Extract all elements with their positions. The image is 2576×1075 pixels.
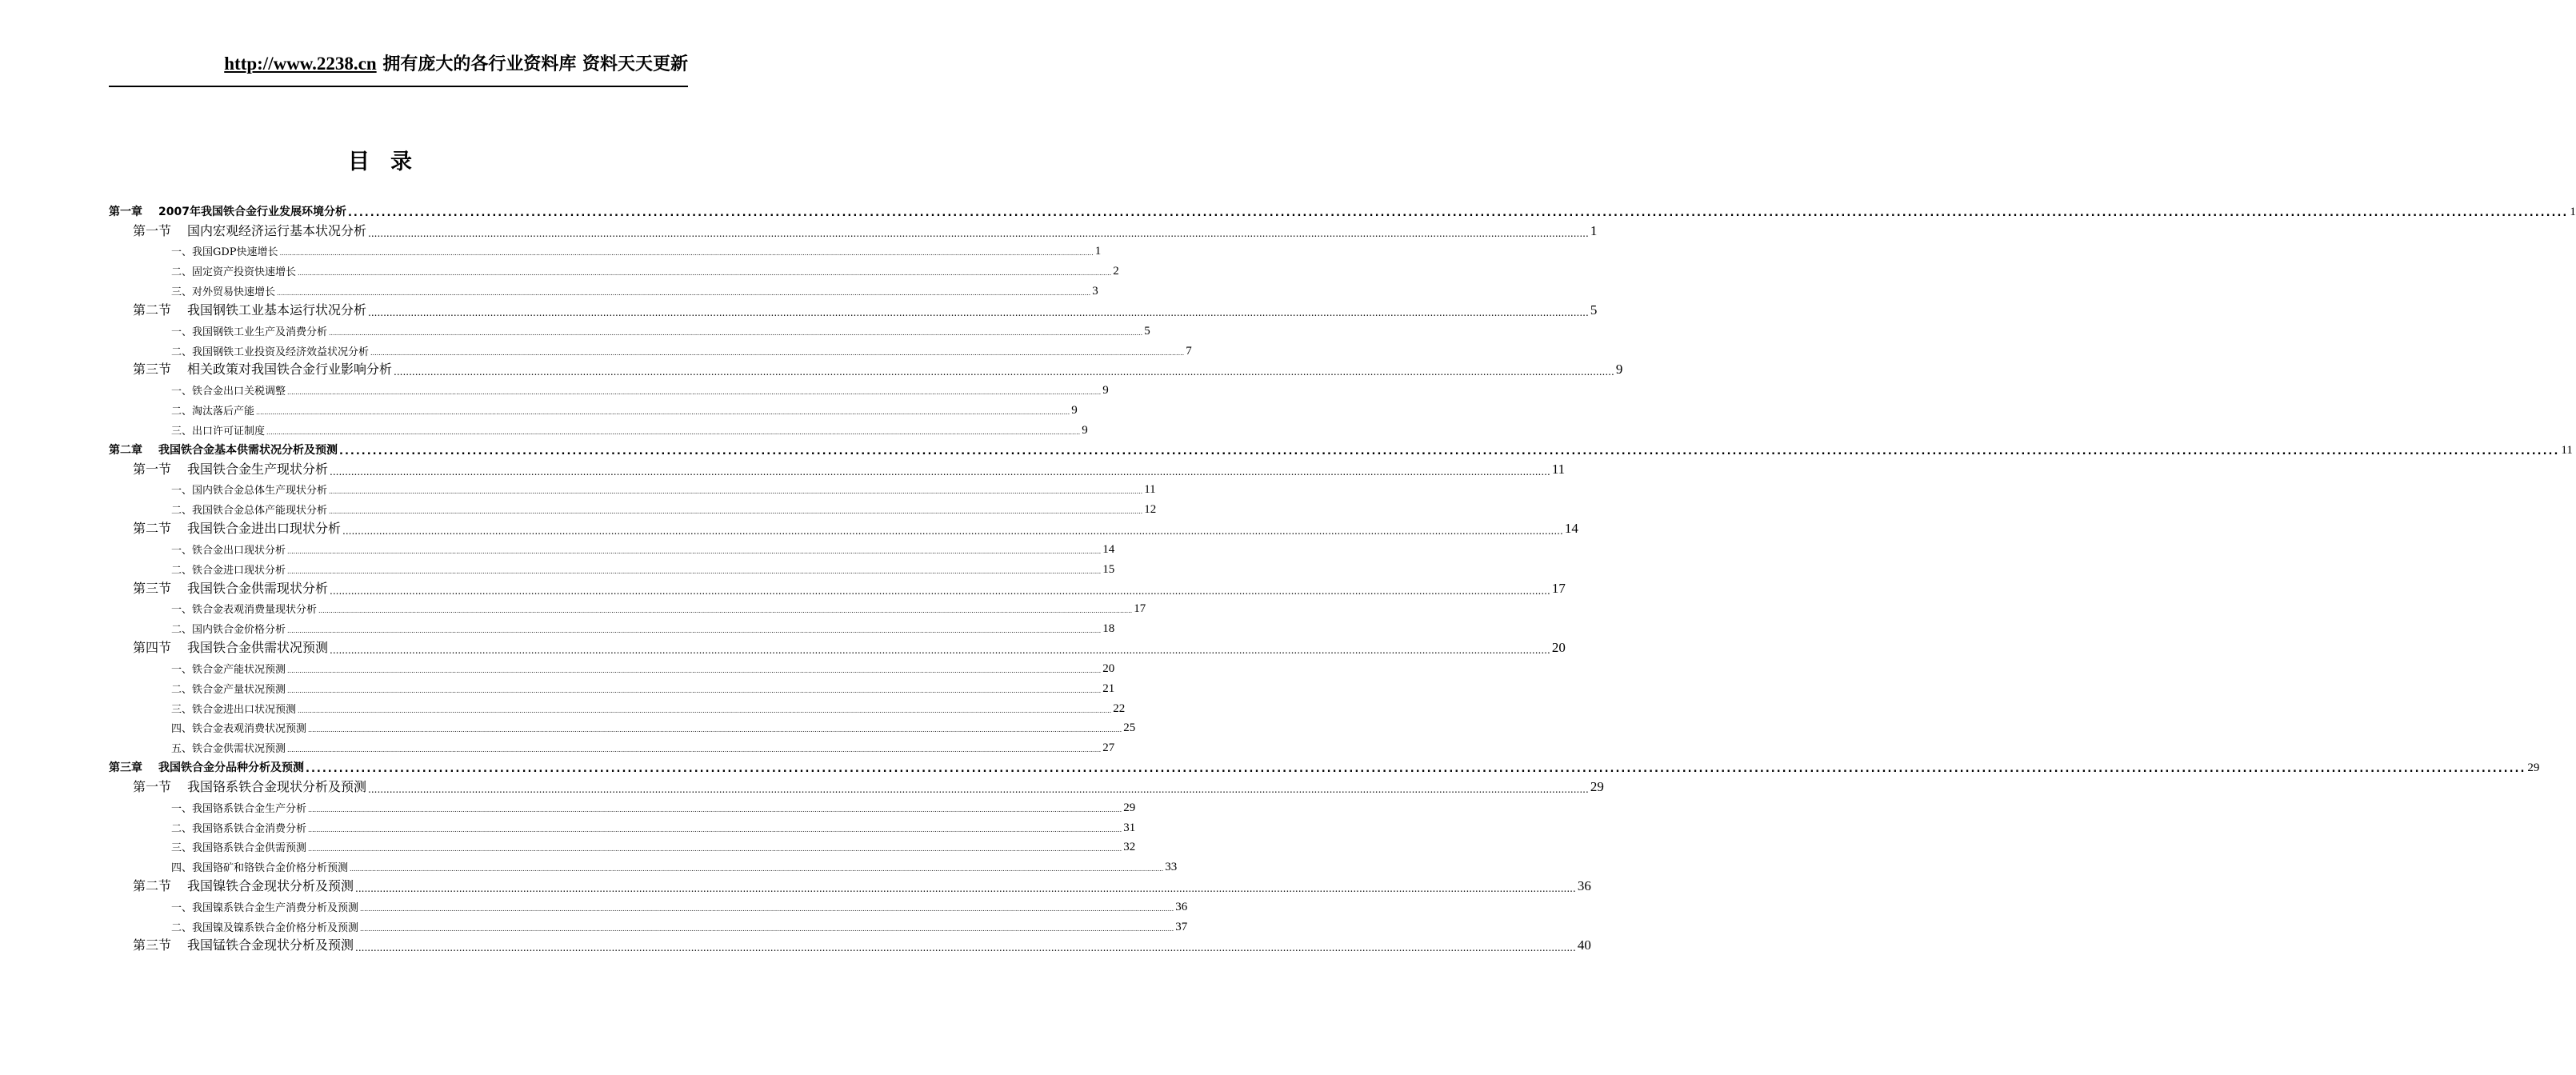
toc-entry-text: 一、铁合金出口现状分析 — [171, 544, 286, 557]
toc-entry-label — [133, 876, 354, 894]
toc-entry-number: 第二节 — [133, 302, 172, 318]
toc-entry-label — [171, 502, 327, 517]
toc-entry-label — [171, 243, 278, 258]
toc-entry-label — [133, 637, 328, 656]
toc-entry-label — [171, 541, 286, 557]
toc-entry-item[interactable] — [109, 795, 1136, 815]
toc-page-number: 1 — [2570, 205, 2576, 218]
toc-entry-text: 一、我国钢铁工业生产及消费分析 — [171, 326, 328, 338]
toc-entry-text: 国内宏观经济运行基本状况分析 — [187, 222, 367, 238]
toc-entry-number: 第三节 — [133, 937, 172, 953]
toc-dot-leader: ................................................................................................................................................................................................................................................................................................................................................................................................................ — [368, 306, 1589, 318]
toc-page-number: 32 — [1123, 841, 1136, 854]
toc-entry-text: 我国铬系铁合金现状分析及预测 — [187, 778, 367, 794]
toc-entry-label — [171, 899, 358, 914]
toc-entry-number: 第三节 — [133, 580, 172, 596]
toc-entry-label — [171, 561, 286, 577]
toc-entry-label — [171, 681, 286, 696]
toc-entry-text: 我国铁合金基本供需状况分析及预测 — [158, 443, 338, 457]
toc-entry-label — [171, 482, 327, 497]
toc-page-number: 1 — [1094, 245, 1102, 258]
toc-page-number: 21 — [1102, 681, 1115, 695]
toc-entry-section[interactable] — [109, 577, 1566, 597]
toc-dot-leader: ................................................................................................................................................................................................................................................................................................................................................................................................................ — [368, 227, 1589, 239]
toc-page-number: 36 — [1175, 900, 1188, 913]
toc-page-number: 27 — [1102, 741, 1115, 755]
toc-page-number: 37 — [1175, 920, 1188, 933]
toc-page-number: 33 — [1165, 861, 1178, 874]
toc-dot-leader: ................................................................................................................................................................................................................................................................................................................................................................................................................ — [355, 882, 1576, 894]
toc-page-number: 15 — [1102, 562, 1115, 576]
toc-entry-text: 二、我国铁合金总体产能现状分析 — [171, 505, 328, 518]
toc-page-number: 11 — [1144, 483, 1156, 497]
toc-entry-text: 二、我国铬系铁合金消费分析 — [171, 822, 307, 835]
toc-dot-leader: ................................................................................................................................................................................................................................................................................................................................................................................................................ — [355, 942, 1576, 954]
toc-dot-leader: ................................................................................................................................................................................................................................................................................................................................................................................................................ — [308, 845, 1122, 853]
toc-entry-item[interactable] — [109, 696, 1126, 716]
toc-entry-section[interactable] — [109, 358, 1623, 378]
toc-page-number: 5 — [1590, 302, 1598, 318]
toc-page-number: 14 — [1564, 521, 1578, 537]
toc-entry-item[interactable] — [109, 239, 1102, 259]
toc-page-number: 7 — [1186, 344, 1192, 358]
toc-entry-text: 相关政策对我国铁合金行业影响分析 — [187, 362, 393, 378]
toc-dot-leader: ................................................................................................................................................................................................................................................................................................................................................................................................................ — [266, 428, 1081, 436]
toc-entry-text: 三、我国铬系铁合金供需预测 — [171, 842, 307, 855]
toc-page-number: 40 — [1577, 937, 1591, 953]
toc-entry-label — [171, 701, 296, 716]
toc-entry-label — [133, 300, 366, 318]
toc-entry-text: 我国铁合金供需现状分析 — [187, 580, 329, 596]
toc-dot-leader: ................................................................................................................................................................................................................................................................................................................................................................................................................ — [339, 445, 2560, 458]
toc-entry-item[interactable] — [109, 258, 1119, 279]
toc-entry-label — [171, 859, 348, 874]
toc-entry-item[interactable] — [109, 278, 1098, 299]
toc-entry-chapter[interactable] — [109, 755, 2540, 776]
toc-entry-item[interactable] — [109, 854, 1178, 875]
toc-entry-item[interactable] — [109, 418, 1088, 438]
toc-page-number: 29 — [2527, 761, 2540, 775]
toc-dot-leader: ................................................................................................................................................................................................................................................................................................................................................................................................................ — [256, 409, 1070, 417]
toc-entry-text: 2007年我国铁合金行业发展环境分析 — [158, 205, 346, 218]
toc-entry-text: 一、我国GDP快速增长 — [171, 246, 278, 259]
toc-entry-item[interactable] — [109, 815, 1136, 835]
table-of-contents — [109, 199, 2576, 954]
toc-dot-leader: ................................................................................................................................................................................................................................................................................................................................................................................................................ — [330, 585, 1550, 597]
toc-page-number: 12 — [1144, 503, 1157, 517]
toc-entry-text: 二、我国钢铁工业投资及经济效益状况分析 — [171, 346, 370, 358]
toc-entry-section[interactable] — [109, 636, 1566, 657]
toc-entry-item[interactable] — [109, 616, 1115, 637]
toc-dot-leader: ................................................................................................................................................................................................................................................................................................................................................................................................................ — [298, 270, 1112, 278]
toc-dot-leader: ................................................................................................................................................................................................................................................................................................................................................................................................................ — [298, 706, 1112, 714]
toc-entry-text: 二、铁合金产量状况预测 — [171, 683, 286, 696]
toc-dot-leader: ................................................................................................................................................................................................................................................................................................................................................................................................................ — [342, 526, 1563, 538]
toc-entry-number: 第一章 — [109, 205, 142, 218]
toc-entry-item[interactable] — [109, 338, 1192, 358]
toc-entry-text: 一、铁合金出口关税调整 — [171, 386, 286, 398]
header-divider — [109, 86, 688, 87]
toc-entry-label — [133, 935, 354, 953]
toc-entry-item[interactable] — [109, 735, 1115, 756]
toc-page-number: 20 — [1102, 661, 1115, 675]
toc-dot-leader: ................................................................................................................................................................................................................................................................................................................................................................................................................ — [329, 508, 1143, 516]
toc-entry-label — [109, 442, 338, 458]
toc-entry-text: 我国镍铁合金现状分析及预测 — [187, 877, 354, 893]
toc-entry-text: 一、铁合金产能状况预测 — [171, 663, 286, 676]
toc-entry-chapter[interactable] — [109, 438, 2573, 458]
toc-entry-item[interactable] — [109, 378, 1109, 398]
toc-entry-label — [171, 263, 296, 278]
toc-entry-number: 第四节 — [133, 640, 172, 656]
toc-entry-number: 第一节 — [133, 778, 172, 794]
toc-entry-number: 第一节 — [133, 461, 172, 477]
toc-dot-leader: ................................................................................................................................................................................................................................................................................................................................................................................................................ — [329, 488, 1143, 496]
toc-page-number: 14 — [1102, 542, 1115, 556]
toc-entry-label — [109, 203, 346, 219]
toc-entry-number: 第二节 — [133, 521, 172, 537]
toc-dot-leader: ................................................................................................................................................................................................................................................................................................................................................................................................................ — [370, 349, 1185, 357]
toc-entry-label — [171, 382, 286, 398]
toc-entry-section[interactable] — [109, 458, 1566, 478]
toc-entry-number: 第二节 — [133, 877, 172, 893]
toc-entry-section[interactable] — [109, 219, 1598, 239]
toc-page-number: 17 — [1551, 580, 1566, 596]
toc-entry-text: 四、我国铬矿和铬铁合金价格分析预测 — [171, 862, 349, 875]
toc-entry-item[interactable] — [109, 894, 1188, 914]
toc-dot-leader: ................................................................................................................................................................................................................................................................................................................................................................................................................ — [330, 466, 1550, 478]
toc-entry-label — [171, 601, 317, 616]
toc-entry-text: 二、淘汰落后产能 — [171, 406, 255, 418]
toc-dot-leader: ................................................................................................................................................................................................................................................................................................................................................................................................................ — [360, 905, 1174, 913]
toc-dot-leader: ................................................................................................................................................................................................................................................................................................................................................................................................................ — [318, 607, 1133, 615]
toc-dot-leader: ................................................................................................................................................................................................................................................................................................................................................................................................................ — [287, 746, 1102, 754]
toc-dot-leader: ................................................................................................................................................................................................................................................................................................................................................................................................................ — [347, 206, 2569, 219]
toc-page-number: 2 — [1113, 265, 1119, 278]
toc-title: 目录 — [348, 150, 433, 174]
toc-entry-label — [171, 661, 286, 676]
toc-entry-section[interactable] — [109, 934, 1591, 954]
toc-page-number: 9 — [1615, 362, 1623, 378]
toc-page-number: 9 — [1102, 384, 1109, 398]
toc-entry-number: 第三章 — [109, 761, 142, 775]
toc-dot-leader: ................................................................................................................................................................................................................................................................................................................................................................................................................ — [306, 763, 2526, 776]
toc-dot-leader: ................................................................................................................................................................................................................................................................................................................................................................................................................ — [329, 329, 1143, 337]
toc-entry-text: 我国钢铁工业基本运行状况分析 — [187, 302, 367, 318]
header-slogan: 拥有庞大的各行业资料库 资料天天更新 — [382, 54, 688, 74]
toc-dot-leader: ................................................................................................................................................................................................................................................................................................................................................................................................................ — [308, 825, 1122, 833]
toc-entry-label — [171, 720, 306, 735]
toc-page-number: 5 — [1144, 324, 1150, 338]
toc-dot-leader: ................................................................................................................................................................................................................................................................................................................................................................................................................ — [287, 666, 1102, 674]
toc-entry-number: 第三节 — [133, 362, 172, 378]
toc-entry-label — [171, 820, 306, 835]
toc-entry-text: 二、铁合金进口现状分析 — [171, 564, 286, 577]
toc-entry-section[interactable] — [109, 874, 1591, 894]
toc-page-number: 25 — [1123, 721, 1136, 735]
toc-entry-text: 一、铁合金表观消费量现状分析 — [171, 604, 318, 617]
toc-dot-leader: ................................................................................................................................................................................................................................................................................................................................................................................................................ — [277, 290, 1091, 298]
toc-entry-item[interactable] — [109, 537, 1115, 557]
toc-entry-item[interactable] — [109, 597, 1146, 617]
toc-entry-text: 五、铁合金供需状况预测 — [171, 743, 286, 756]
toc-entry-number: 第一节 — [133, 222, 172, 238]
toc-entry-label — [171, 422, 265, 438]
toc-entry-text: 三、出口许可证制度 — [171, 425, 266, 438]
toc-dot-leader: ................................................................................................................................................................................................................................................................................................................................................................................................................ — [350, 865, 1164, 873]
toc-page-number: 17 — [1134, 602, 1146, 616]
toc-page-number: 29 — [1123, 801, 1136, 814]
toc-entry-text: 三、铁合金进出口状况预测 — [171, 703, 297, 716]
toc-page-number: 36 — [1577, 877, 1591, 893]
toc-page-number: 22 — [1113, 701, 1126, 715]
toc-page-number: 31 — [1123, 821, 1136, 834]
toc-entry-label — [171, 323, 327, 338]
toc-entry-label — [133, 777, 366, 795]
toc-entry-item[interactable] — [109, 318, 1150, 338]
toc-entry-chapter[interactable] — [109, 199, 2576, 219]
toc-dot-leader: ................................................................................................................................................................................................................................................................................................................................................................................................................ — [279, 250, 1094, 258]
toc-entry-number: 第二章 — [109, 443, 142, 457]
toc-entry-section[interactable] — [109, 775, 1604, 795]
toc-entry-text: 我国铁合金供需状况预测 — [187, 640, 329, 656]
toc-page-number: 20 — [1551, 640, 1566, 656]
toc-page-number: 1 — [1590, 222, 1598, 238]
page-header — [109, 50, 688, 78]
toc-entry-text: 二、我国镍及镍系铁合金价格分析及预测 — [171, 921, 359, 934]
toc-entry-section[interactable] — [109, 517, 1578, 538]
toc-entry-label — [171, 839, 306, 854]
toc-dot-leader: ................................................................................................................................................................................................................................................................................................................................................................................................................ — [287, 547, 1102, 555]
toc-entry-text: 我国铁合金分品种分析及预测 — [158, 761, 304, 775]
toc-dot-leader: ................................................................................................................................................................................................................................................................................................................................................................................................................ — [287, 686, 1102, 694]
toc-page-number: 11 — [1551, 461, 1566, 477]
toc-dot-leader: ................................................................................................................................................................................................................................................................................................................................................................................................................ — [368, 783, 1589, 795]
toc-entry-label — [171, 283, 275, 298]
toc-dot-leader: ................................................................................................................................................................................................................................................................................................................................................................................................................ — [287, 567, 1102, 575]
toc-page-number: 11 — [2561, 443, 2573, 457]
toc-entry-label — [171, 402, 254, 418]
toc-dot-leader: ................................................................................................................................................................................................................................................................................................................................................................................................................ — [308, 726, 1122, 734]
toc-page-number: 9 — [1071, 404, 1078, 418]
toc-dot-leader: ................................................................................................................................................................................................................................................................................................................................................................................................................ — [287, 627, 1102, 635]
toc-entry-item[interactable] — [109, 656, 1115, 676]
toc-entry-section[interactable] — [109, 298, 1598, 318]
toc-page-number: 9 — [1082, 423, 1088, 437]
toc-entry-item[interactable] — [109, 478, 1156, 498]
toc-entry-label — [133, 518, 341, 537]
toc-entry-item[interactable] — [109, 497, 1157, 518]
toc-entry-label — [109, 759, 304, 775]
toc-entry-text: 一、我国镍系铁合金生产消费分析及预测 — [171, 901, 359, 914]
toc-entry-label — [133, 221, 366, 239]
toc-dot-leader: ................................................................................................................................................................................................................................................................................................................................................................................................................ — [394, 366, 1614, 378]
toc-entry-label — [171, 621, 286, 636]
toc-entry-label — [171, 800, 306, 815]
toc-dot-leader: ................................................................................................................................................................................................................................................................................................................................................................................................................ — [330, 645, 1550, 657]
toc-entry-label — [171, 343, 369, 358]
toc-page-number: 29 — [1590, 778, 1604, 794]
toc-entry-label — [171, 919, 358, 934]
toc-entry-text: 我国铁合金生产现状分析 — [187, 461, 329, 477]
toc-entry-item[interactable] — [109, 716, 1136, 736]
toc-entry-text: 二、国内铁合金价格分析 — [171, 624, 286, 637]
toc-entry-text: 我国锰铁合金现状分析及预测 — [187, 937, 354, 953]
toc-entry-text: 一、我国铬系铁合金生产分析 — [171, 802, 307, 815]
toc-entry-item[interactable] — [109, 557, 1115, 577]
toc-entry-text: 一、国内铁合金总体生产现状分析 — [171, 485, 328, 498]
toc-dot-leader: ................................................................................................................................................................................................................................................................................................................................................................................................................ — [287, 389, 1102, 397]
toc-entry-item[interactable] — [109, 676, 1115, 696]
toc-entry-text: 二、固定资产投资快速增长 — [171, 266, 297, 279]
toc-entry-item[interactable] — [109, 398, 1078, 418]
toc-entry-text: 我国铁合金进出口现状分析 — [187, 521, 342, 537]
toc-page-number: 18 — [1102, 622, 1115, 636]
toc-entry-label — [133, 359, 392, 378]
toc-entry-label — [133, 578, 328, 597]
toc-entry-label — [133, 459, 328, 478]
toc-entry-item[interactable] — [109, 914, 1188, 934]
toc-dot-leader: ................................................................................................................................................................................................................................................................................................................................................................................................................ — [308, 805, 1122, 813]
toc-entry-text: 三、对外贸易快速增长 — [171, 286, 276, 299]
toc-entry-label — [171, 740, 286, 755]
toc-dot-leader: ................................................................................................................................................................................................................................................................................................................................................................................................................ — [360, 925, 1174, 933]
header-url-link[interactable]: http://www.2238.cn — [224, 54, 377, 74]
toc-page-number: 3 — [1092, 285, 1098, 298]
toc-entry-item[interactable] — [109, 835, 1136, 855]
toc-entry-text: 四、铁合金表观消费状况预测 — [171, 723, 307, 736]
